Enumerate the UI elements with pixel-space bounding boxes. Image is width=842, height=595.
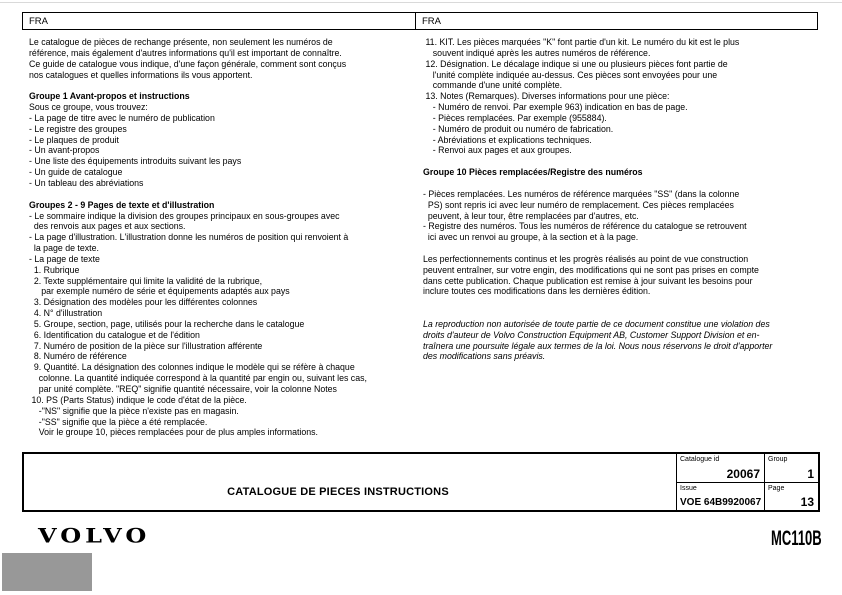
text-line: Voir le groupe 10, pièces remplacées pour de plus amples informations. bbox=[29, 427, 318, 438]
language-label-left: FRA bbox=[29, 15, 48, 27]
issue-value: VOE 64B9920067 bbox=[680, 497, 762, 508]
text-line: - Une liste des équipements introduits suivant les pays bbox=[29, 156, 242, 167]
text-line bbox=[29, 80, 421, 91]
page-label: Page bbox=[768, 485, 785, 492]
group-label: Group bbox=[768, 456, 788, 463]
text-line: souvent indiqué après les autres numéros de référence. bbox=[423, 47, 651, 58]
text-line: 7. Numéro de position de la pièce sur l'illustration afférente bbox=[29, 340, 263, 351]
text-line: 6. Identification du catalogue et de l'édition bbox=[29, 329, 200, 340]
text-line: colonne. La quantité indiquée correspond à la quantité par engin ou, suivant les cas, bbox=[29, 373, 367, 384]
text-line: - Un avant-propos bbox=[29, 145, 100, 156]
text-line: - Un tableau des abréviations bbox=[29, 177, 144, 188]
text-line: Sous ce groupe, vous trouvez: bbox=[29, 102, 148, 113]
text-line: Groupe 1 Avant-propos et instructions bbox=[29, 91, 190, 102]
text-line: la page de texte. bbox=[29, 243, 99, 254]
catalogue-id-cell bbox=[677, 454, 764, 482]
text-line: droits d'auteur de Volvo Construction Equipment AB, Customer Support Division et en- bbox=[423, 329, 760, 340]
catalogue-id-label: Catalogue id bbox=[680, 456, 720, 463]
text-line bbox=[423, 297, 823, 308]
text-line: peuvent entraîner, sur votre engin, des modifications qui ne sont pas prises en compte bbox=[423, 264, 759, 275]
text-line: 12. Désignation. Le décalage indique si une ou plusieurs pièces font partie de bbox=[423, 58, 728, 69]
text-line: - Renvoi aux pages et aux groupes. bbox=[423, 145, 572, 156]
text-line: des renvois aux pages et aux sections. bbox=[29, 221, 186, 232]
group-cell bbox=[764, 454, 818, 482]
text-line: - Le plaques de produit bbox=[29, 134, 119, 145]
text-line: - Abréviations et explications techniques. bbox=[423, 134, 592, 145]
text-line: inclure toutes ces modifications dans les dernières édition. bbox=[423, 286, 651, 297]
text-line: -"NS" signifie que la pièce n'existe pas en magasin. bbox=[29, 405, 239, 416]
page-title: CATALOGUE DE PIECES INSTRUCTIONS bbox=[227, 486, 449, 499]
text-line: l'unité complète indiquée au-dessus. Ces pièces sont envoyées pour une bbox=[423, 69, 718, 80]
text-line: -"SS" signifie que la pièce a été remplacée. bbox=[29, 416, 208, 427]
text-line: PS) sont repris ici avec leur numéro de remplacement. Ces pièces remplacées bbox=[423, 199, 734, 210]
issue-label: Issue bbox=[680, 485, 697, 492]
text-line: peuvent, à leur tour, être remplacées par d'autres, etc. bbox=[423, 210, 639, 221]
text-line bbox=[423, 308, 823, 319]
text-line: 2. Texte supplémentaire qui limite la validité de la rubrique, bbox=[29, 275, 263, 286]
text-line: - Numéro de renvoi. Par exemple 963) indication en bas de page. bbox=[423, 102, 688, 113]
footer-meta-grid bbox=[677, 454, 818, 510]
text-line bbox=[29, 189, 421, 200]
text-line: dans cette publication. Chaque publication est remise à jour suivant les besoins pour bbox=[423, 275, 753, 286]
issue-cell bbox=[677, 482, 764, 510]
text-line: Groupe 10 Pièces remplacées/Registre des numéros bbox=[423, 167, 643, 178]
text-line: Groupes 2 - 9 Pages de texte et d'illustration bbox=[29, 199, 215, 210]
text-line: traînera une poursuite légale aux termes de la loi. Nous nous réservons le droit d'apporter bbox=[423, 340, 773, 351]
catalogue-id-value: 20067 bbox=[726, 467, 760, 481]
text-line: - Le registre des groupes bbox=[29, 123, 127, 134]
document-title-cell bbox=[24, 454, 677, 510]
page-value: 13 bbox=[800, 495, 814, 509]
text-line: 1. Rubrique bbox=[29, 264, 80, 275]
text-line: Ce guide de catalogue vous indique, d'une façon générale, comment sont conçus bbox=[29, 58, 347, 69]
text-line: - Pièces remplacées. Les numéros de référence marquées "SS" (dans la colonne bbox=[423, 188, 740, 199]
text-line: nos catalogues et quelles informations ils vous apportent. bbox=[29, 69, 253, 80]
text-line: Les perfectionnements continus et les progrès réalisés au point de vue construction bbox=[423, 253, 749, 264]
text-line: 13. Notes (Remarques). Diverses informations pour une pièce: bbox=[423, 91, 670, 102]
right-text-column bbox=[423, 37, 823, 362]
text-line bbox=[423, 243, 823, 254]
text-line: - Numéro de produit ou numéro de fabrication. bbox=[423, 123, 614, 134]
text-line bbox=[423, 156, 823, 167]
page-cell bbox=[764, 482, 818, 510]
gray-redaction-box bbox=[2, 553, 92, 591]
text-line: - Le sommaire indique la division des groupes principaux en sous-groupes avec bbox=[29, 210, 340, 221]
text-line: commande d'une unité complète. bbox=[423, 80, 563, 91]
text-line: référence, mais également d'autres informations qu'il est important de connaître. bbox=[29, 47, 342, 58]
volvo-logo: VOLVO bbox=[38, 524, 151, 548]
text-line: Le catalogue de pièces de rechange présente, non seulement les numéros de bbox=[29, 37, 333, 47]
language-cell-left bbox=[23, 13, 416, 29]
language-cell-right bbox=[416, 13, 817, 29]
text-line: 9. Quantité. La désignation des colonnes indique le modèle qui se réfère à chaque bbox=[29, 362, 355, 373]
group-value: 1 bbox=[807, 467, 814, 481]
text-line: 8. Numéro de référence bbox=[29, 351, 127, 362]
text-line: ici avec un renvoi au groupe, à la section et à la page. bbox=[423, 232, 639, 243]
text-line: par exemple numéro de série et équipements adaptés aux pays bbox=[29, 286, 290, 297]
text-line: La reproduction non autorisée de toute partie de ce document constitue une violation des bbox=[423, 318, 770, 329]
language-label-right: FRA bbox=[422, 15, 441, 27]
text-line: - Registre des numéros. Tous les numéros de référence du catalogue se retrouvent bbox=[423, 221, 747, 232]
footer-info-table bbox=[22, 452, 820, 512]
text-line: - Pièces remplacées. Par exemple (955884). bbox=[423, 112, 607, 123]
text-line: - Un guide de catalogue bbox=[29, 167, 123, 178]
text-line: 10. PS (Parts Status) indique le code d'état de la pièce. bbox=[29, 394, 247, 405]
language-header-bar bbox=[22, 12, 818, 30]
text-line: 5. Groupe, section, page, utilisés pour la recherche dans le catalogue bbox=[29, 318, 305, 329]
text-line: 3. Désignation des modèles pour les différentes colonnes bbox=[29, 297, 258, 308]
text-line: - La page de texte bbox=[29, 253, 100, 264]
text-line: 11. KIT. Les pièces marquées "K" font partie d'un kit. Le numéro du kit est le plus bbox=[423, 37, 740, 47]
text-line bbox=[423, 178, 823, 189]
text-line: - La page de titre avec le numéro de publication bbox=[29, 112, 215, 123]
scan-edge-line bbox=[0, 2, 842, 3]
text-line: par unité complète. "REQ" signifie quantité nécessaire, voir la colonne Notes bbox=[29, 384, 337, 394]
text-line: 4. N° d'illustration bbox=[29, 308, 103, 319]
text-line: des modifications sans préavis. bbox=[423, 351, 546, 362]
left-text-column bbox=[29, 37, 421, 438]
model-code: MC110B bbox=[771, 527, 822, 550]
text-line: - La page d'illustration. L'illustration donne les numéros de position qui renvoient à bbox=[29, 232, 349, 243]
